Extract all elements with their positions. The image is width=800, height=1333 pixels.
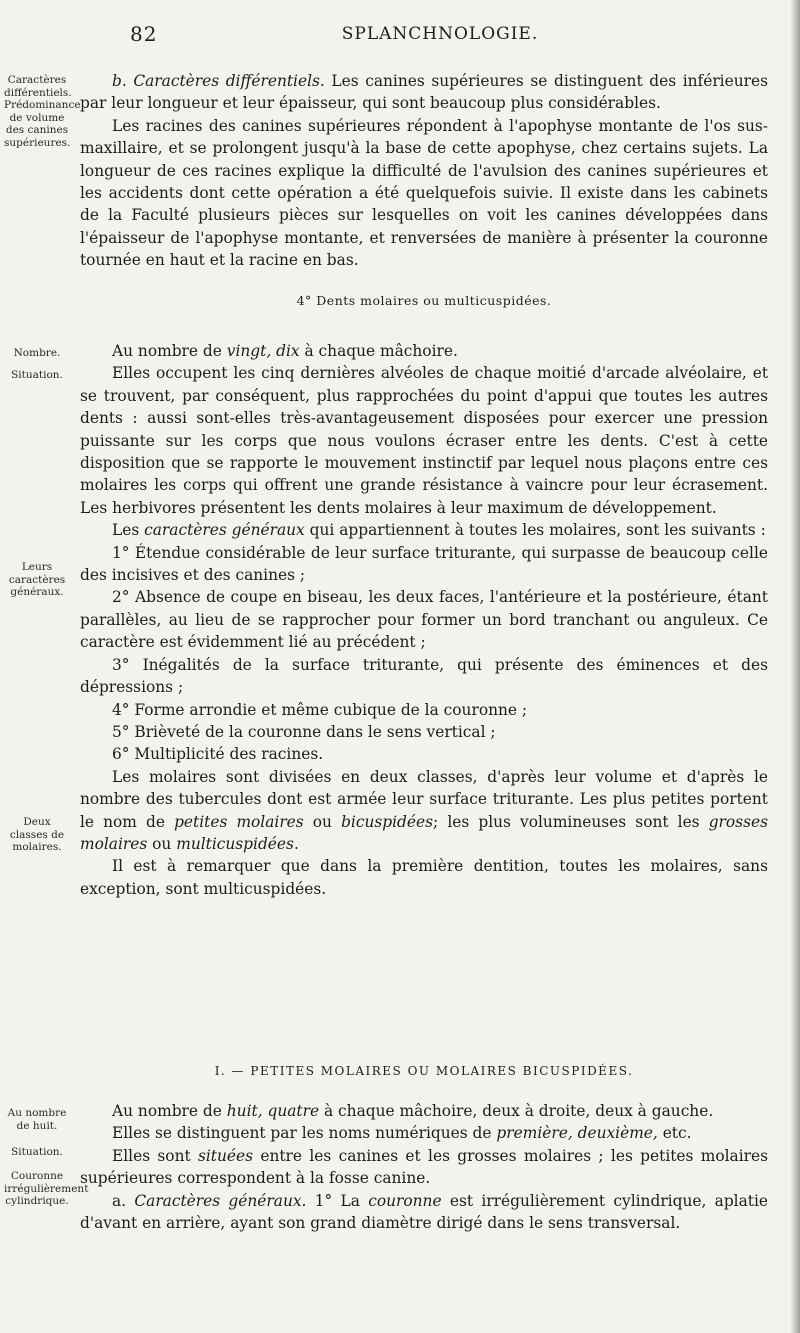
list-item: 6° Multiplicité des racines. — [112, 745, 324, 764]
section-4-paragraph-2: Elles occupent les cinq dernières alvéoles de chaque moitié d'arcade alvéolaire, et se trouvent, par conséquent, plus rapprochées du point d'appui que toutes les autres dents : aussi sont-elles très-avantageusement disposées pour exercer une pression puissante sur les corps que nous voulons écraser entre les dents. C'est à cette disposition que se rapporte le mouvement instinctif par lequel nous plaçons entre ces molaires les corps qui offrent une grande résistance à vaincre pour leur écrasement. Les herbivores présentent les dents molaires à leur maximum de développement. — [80, 364, 768, 517]
section-4-paragraph-1: Au nombre de vingt, dix à chaque mâchoire. — [112, 342, 458, 360]
list-item: 4° Forme arrondie et même cubique de la couronne ; — [112, 700, 528, 719]
section-4-heading: 4° Dents molaires ou multicuspidées. — [296, 293, 552, 308]
running-title: SPLANCHNOLOGIE. — [341, 24, 539, 44]
margin-note-caracteres-generaux: Leurs caractères généraux. — [8, 561, 66, 598]
section-b-paragraph-2: Les racines des canines supérieures répondent à l'apophyse montante de l'os sus-maxillaire, et se prolongent jusqu'à la base de cette apophyse, chez certains sujets. La longueur de ces racines explique la difficulté de l'avulsion des canines supérieures et les accidents dont cette opération a été quelquefois suivie. Il existe dans les cabinets de la Faculté plusieurs pièces sur lesquelles on voit les canines développées dans l'épaisseur de l'apophyse montante, et renversées de manière à présenter la couronne tournée en haut et la racine en bas. — [80, 116, 768, 270]
section-i-paragraph-4: a. Caractères généraux. 1° La couronne est irrégulièrement cylindrique, aplatie d'avant en arrière, ayant son grand diamètre dirigé dans le sens transversal. — [80, 1191, 768, 1233]
list-item: 1° Étendue considérable de leur surface triturante, qui surpasse de beaucoup celle des incisives et des canines ; — [80, 543, 768, 585]
section-b-block — [80, 70, 768, 272]
margin-note-couronne: Couronne irrégulièrement cylindrique. — [4, 1170, 89, 1207]
list-item: 2° Absence de coupe en biseau, les deux faces, l'antérieure et la postérieure, étant parallèles, au lieu de se rapprocher pour former un bord tranchant ou anguleux. Ce caractère est évidemment lié au précédent ; — [80, 588, 768, 652]
margin-note-nombre: Nombre. — [13, 347, 61, 359]
section-i-paragraph-3: Elles sont situées entre les canines et les grosses molaires ; les petites molaires supérieures correspondent à la fosse canine. — [80, 1146, 768, 1188]
section-i-heading: I. — PETITES MOLAIRES OU MOLAIRES BICUSPIDÉES. — [214, 1064, 634, 1078]
section-4-paragraph-5: Il est à remarquer que dans la première dentition, toutes les molaires, sans exception, sont multicuspidées. — [80, 857, 768, 898]
section-4-paragraph-3: Les caractères généraux qui appartiennent à toutes les molaires, sont les suivants : — [112, 521, 766, 540]
page-number: 82 — [130, 22, 158, 46]
section-b-paragraph: b. Caractères différentiels. Les canines supérieures se distinguent des inférieures par leur longueur et leur épaisseur, qui sont beaucoup plus considérables. — [80, 72, 768, 113]
section-4-block — [80, 340, 768, 900]
margin-note-caracteres: Caractères différentiels. Prédominance de volume des canines supérieures. — [4, 74, 81, 149]
page-edge-shadow — [790, 0, 800, 1333]
section-i-paragraph-1: Au nombre de huit, quatre à chaque mâchoire, deux à droite, deux à gauche. — [112, 1102, 714, 1120]
section-b-lead: b. Caractères différentiels. — [112, 72, 325, 90]
list-item: 5° Brièveté de la couronne dans le sens vertical ; — [112, 722, 496, 741]
section-i-block — [80, 1100, 768, 1234]
margin-note-situation: Situation. — [11, 369, 63, 381]
margin-note-situation-2: Situation. — [11, 1146, 63, 1158]
section-4-paragraph-4: Les molaires sont divisées en deux classes, d'après leur volume et d'après le nombre des tubercules dont est armée leur surface triturante. Les plus petites portent le nom de petites molaires ou bicuspidées; les plus volumineuses sont les grosses molaires ou multicuspidées. — [80, 767, 768, 853]
list-item: 3° Inégalités de la surface triturante, qui présente des éminences et des dépressions ; — [80, 655, 768, 697]
section-i-paragraph-2: Elles se distinguent par les noms numériques de première, deuxième, etc. — [112, 1124, 692, 1143]
margin-note-huit: Au nombre de huit. — [7, 1107, 67, 1132]
margin-note-deux-classes: Deux classes de molaires. — [9, 816, 65, 853]
